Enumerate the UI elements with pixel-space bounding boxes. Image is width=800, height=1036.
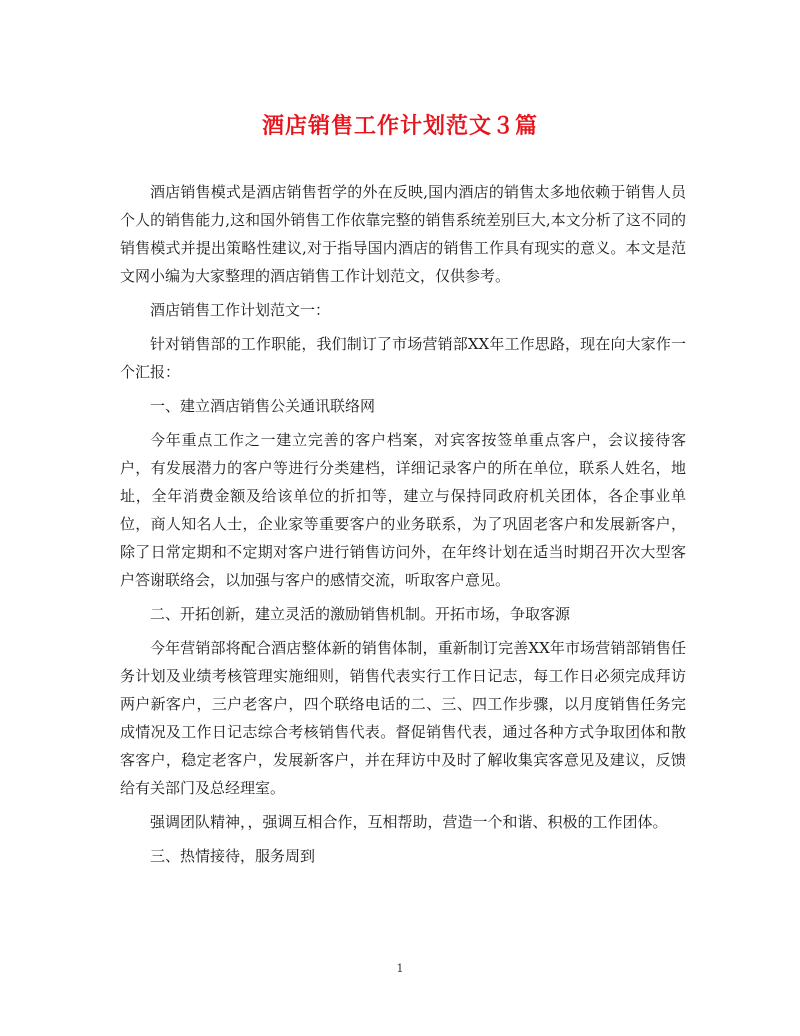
document-title: 酒店销售工作计划范文３篇 (261, 113, 538, 139)
section-heading-2: 二、开拓创新，建立灵活的激励销售机制。开拓市场，争取客源 (150, 605, 571, 623)
document-body (120, 178, 686, 876)
paragraph-overview: 针对销售部的工作职能，我们制订了市场营销部XX年工作思路，现在向大家作一个汇报： (120, 335, 686, 381)
paragraph-section-2: 今年营销部将配合酒店整体新的销售体制，重新制订完善XX年市场营销部销售任务计划及业绩考核管理实施细则，销售代表实行工作日记志，每工作日必须完成拜访两户新客户，三户老客户，四个联络电话的二、三、四工作步骤，以月度销售任务完成情况及工作日记志综合考核销售代表。督促销售代表，通过各种方式争取团体和散客客户，稳定老客户，发展新客户，并在拜访中及时了解收集宾客意见及建议，反馈给有关部门及总经理室。 (120, 639, 686, 797)
paragraph-section-1: 今年重点工作之一建立完善的客户档案，对宾客按签单重点客户，会议接待客户，有发展潜力的客户等进行分类建档，详细记录客户的所在单位，联系人姓名，地址，全年消费金额及给该单位的折扣等，建立与保持同政府机关团体，各企事业单位，商人知名人士，企业家等重要客户的业务联系，为了巩固老客户和发展新客户，除了日常定期和不定期对客户进行销售访问外，在年终计划在适当时期召开次大型客户答谢联络会，以加强与客户的感情交流，听取客户意见。 (120, 431, 686, 589)
page-number: 1 (396, 962, 404, 975)
section-heading-1: 一、建立酒店销售公关通讯联络网 (150, 397, 376, 415)
section-heading-3: 三、热情接待，服务周到 (150, 847, 316, 865)
paragraph-teamwork: 强调团队精神，，强调互相合作，互相帮助，营造一个和谐、积极的工作团体。 (150, 813, 668, 831)
paragraph-intro: 酒店销售模式是酒店销售哲学的外在反映,国内酒店的销售太多地依赖于销售人员个人的销售能力,这和国外销售工作依靠完整的销售系统差别巨大,本文分析了这不同的销售模式并提出策略性建议,对于指导国内酒店的销售工作具有现实的意义。本文是范文网小编为大家整理的酒店销售工作计划范文，仅供参考。 (120, 183, 686, 285)
paragraph-sample-one-heading: 酒店销售工作计划范文一： (150, 301, 331, 319)
